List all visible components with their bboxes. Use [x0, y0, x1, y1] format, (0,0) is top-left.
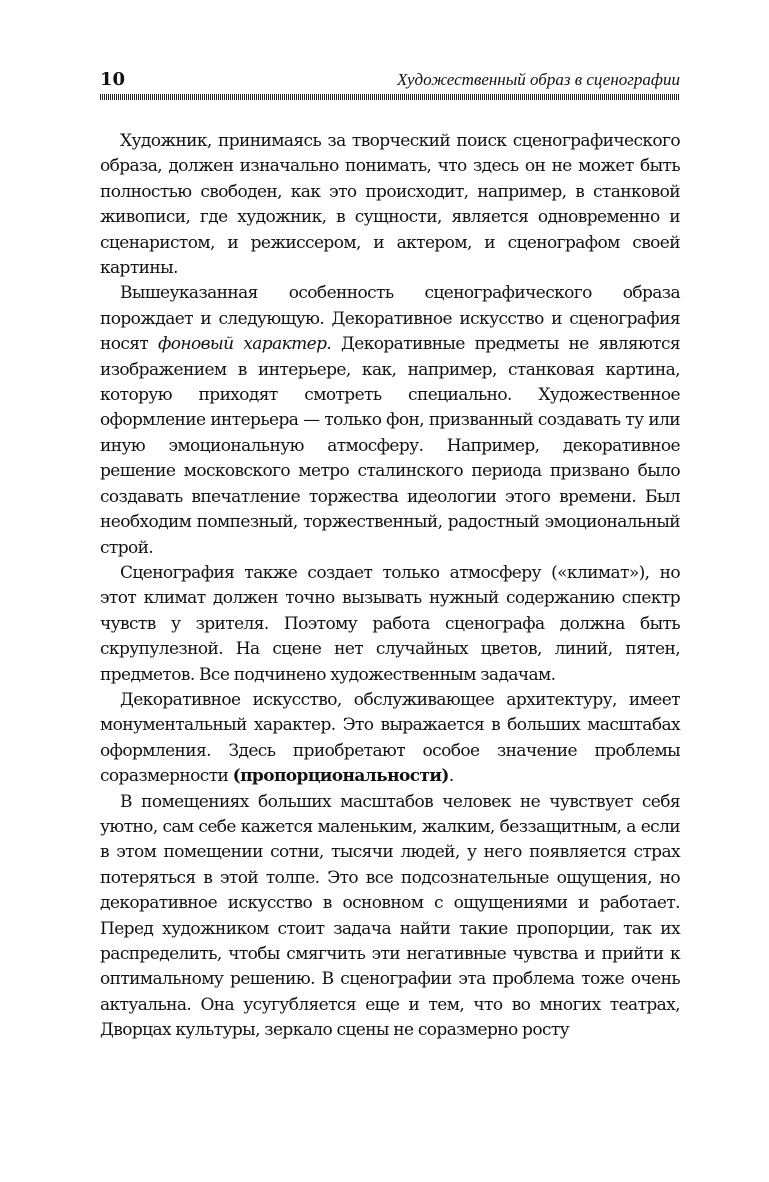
book-page	[100, 66, 680, 1044]
paragraph-4	[100, 688, 680, 790]
paragraph-text: .	[448, 766, 454, 787]
paragraph-5	[100, 790, 680, 1044]
paragraph-1	[100, 129, 680, 281]
paragraph-2	[100, 281, 680, 560]
paragraph-text: Декоративные предметы не являются изображением в интерьере, как, например, станковая картина, которую приходят смотреть специально. Художественное оформление интерьера — только фон, призванный создавать ту или иную эмоциональную атмосферу. Например, декоративное решение московского метро сталинского периода призвано было создавать впечатление торжества идеологии этого времени. Был необходим помпезный, торжественный, радостный эмоциональный строй.	[100, 334, 680, 558]
bold-term: (пропорциональности)	[232, 766, 449, 787]
paragraph-3	[100, 561, 680, 688]
page-number: 10	[100, 69, 126, 90]
paragraph-text: Вышеуказанная особенность сценографического образа порождает и следующую. Декоративное искусство и сценография носят	[100, 283, 680, 355]
paragraph-text: Сценография также создает только атмосферу («климат»), но этот климат должен точно вызывать нужный содержанию спектр чувств у зрителя. Поэтому работа сценографа должна быть скрупулезной. На сцене нет случайных цветов, линий, пятен, предметов. Все подчинено художественным задачам.	[100, 562, 680, 685]
paragraph-text: Декоративное искусство, обслуживающее архитектуру, имеет монументальный характер. Это выражается в больших масштабах оформления. Здесь приобретают особое значение проблемы соразмерности	[100, 689, 680, 787]
page-header	[100, 66, 680, 90]
running-title: Художественный образ в сценографии	[397, 70, 680, 89]
paragraph-text: В помещениях больших масштабов человек не чувствует себя уютно, сам себе кажется маленьким, жалким, беззащитным, а если в этом помещении сотни, тысячи людей, у него появляется страх потеряться в этой толпе. Это все подсознательные ощущения, но декоративное искусство в основном с ощущениями и работает. Перед художником стоит задача найти такие пропорции, так их распределить, чтобы смягчить эти негативные чувства и прийти к оптимальному решению. В сценографии эта проблема тоже очень актуальна. Она усугубляется еще и тем, что во многих театрах, Дворцах культуры, зеркало сцены не соразмерно росту	[100, 791, 680, 1041]
header-rule	[100, 94, 680, 100]
page-body	[100, 129, 680, 1044]
paragraph-text: Художник, принимаясь за творческий поиск сценографического образа, должен изначально понимать, что здесь он не может быть полностью свободен, как это происходит, например, в станковой живописи, где художник, в сущности, является одновременно и сценаристом, и режиссером, и актером, и сценографом своей картины.	[100, 131, 680, 279]
emphasis-term: фоновый характер.	[158, 334, 332, 355]
